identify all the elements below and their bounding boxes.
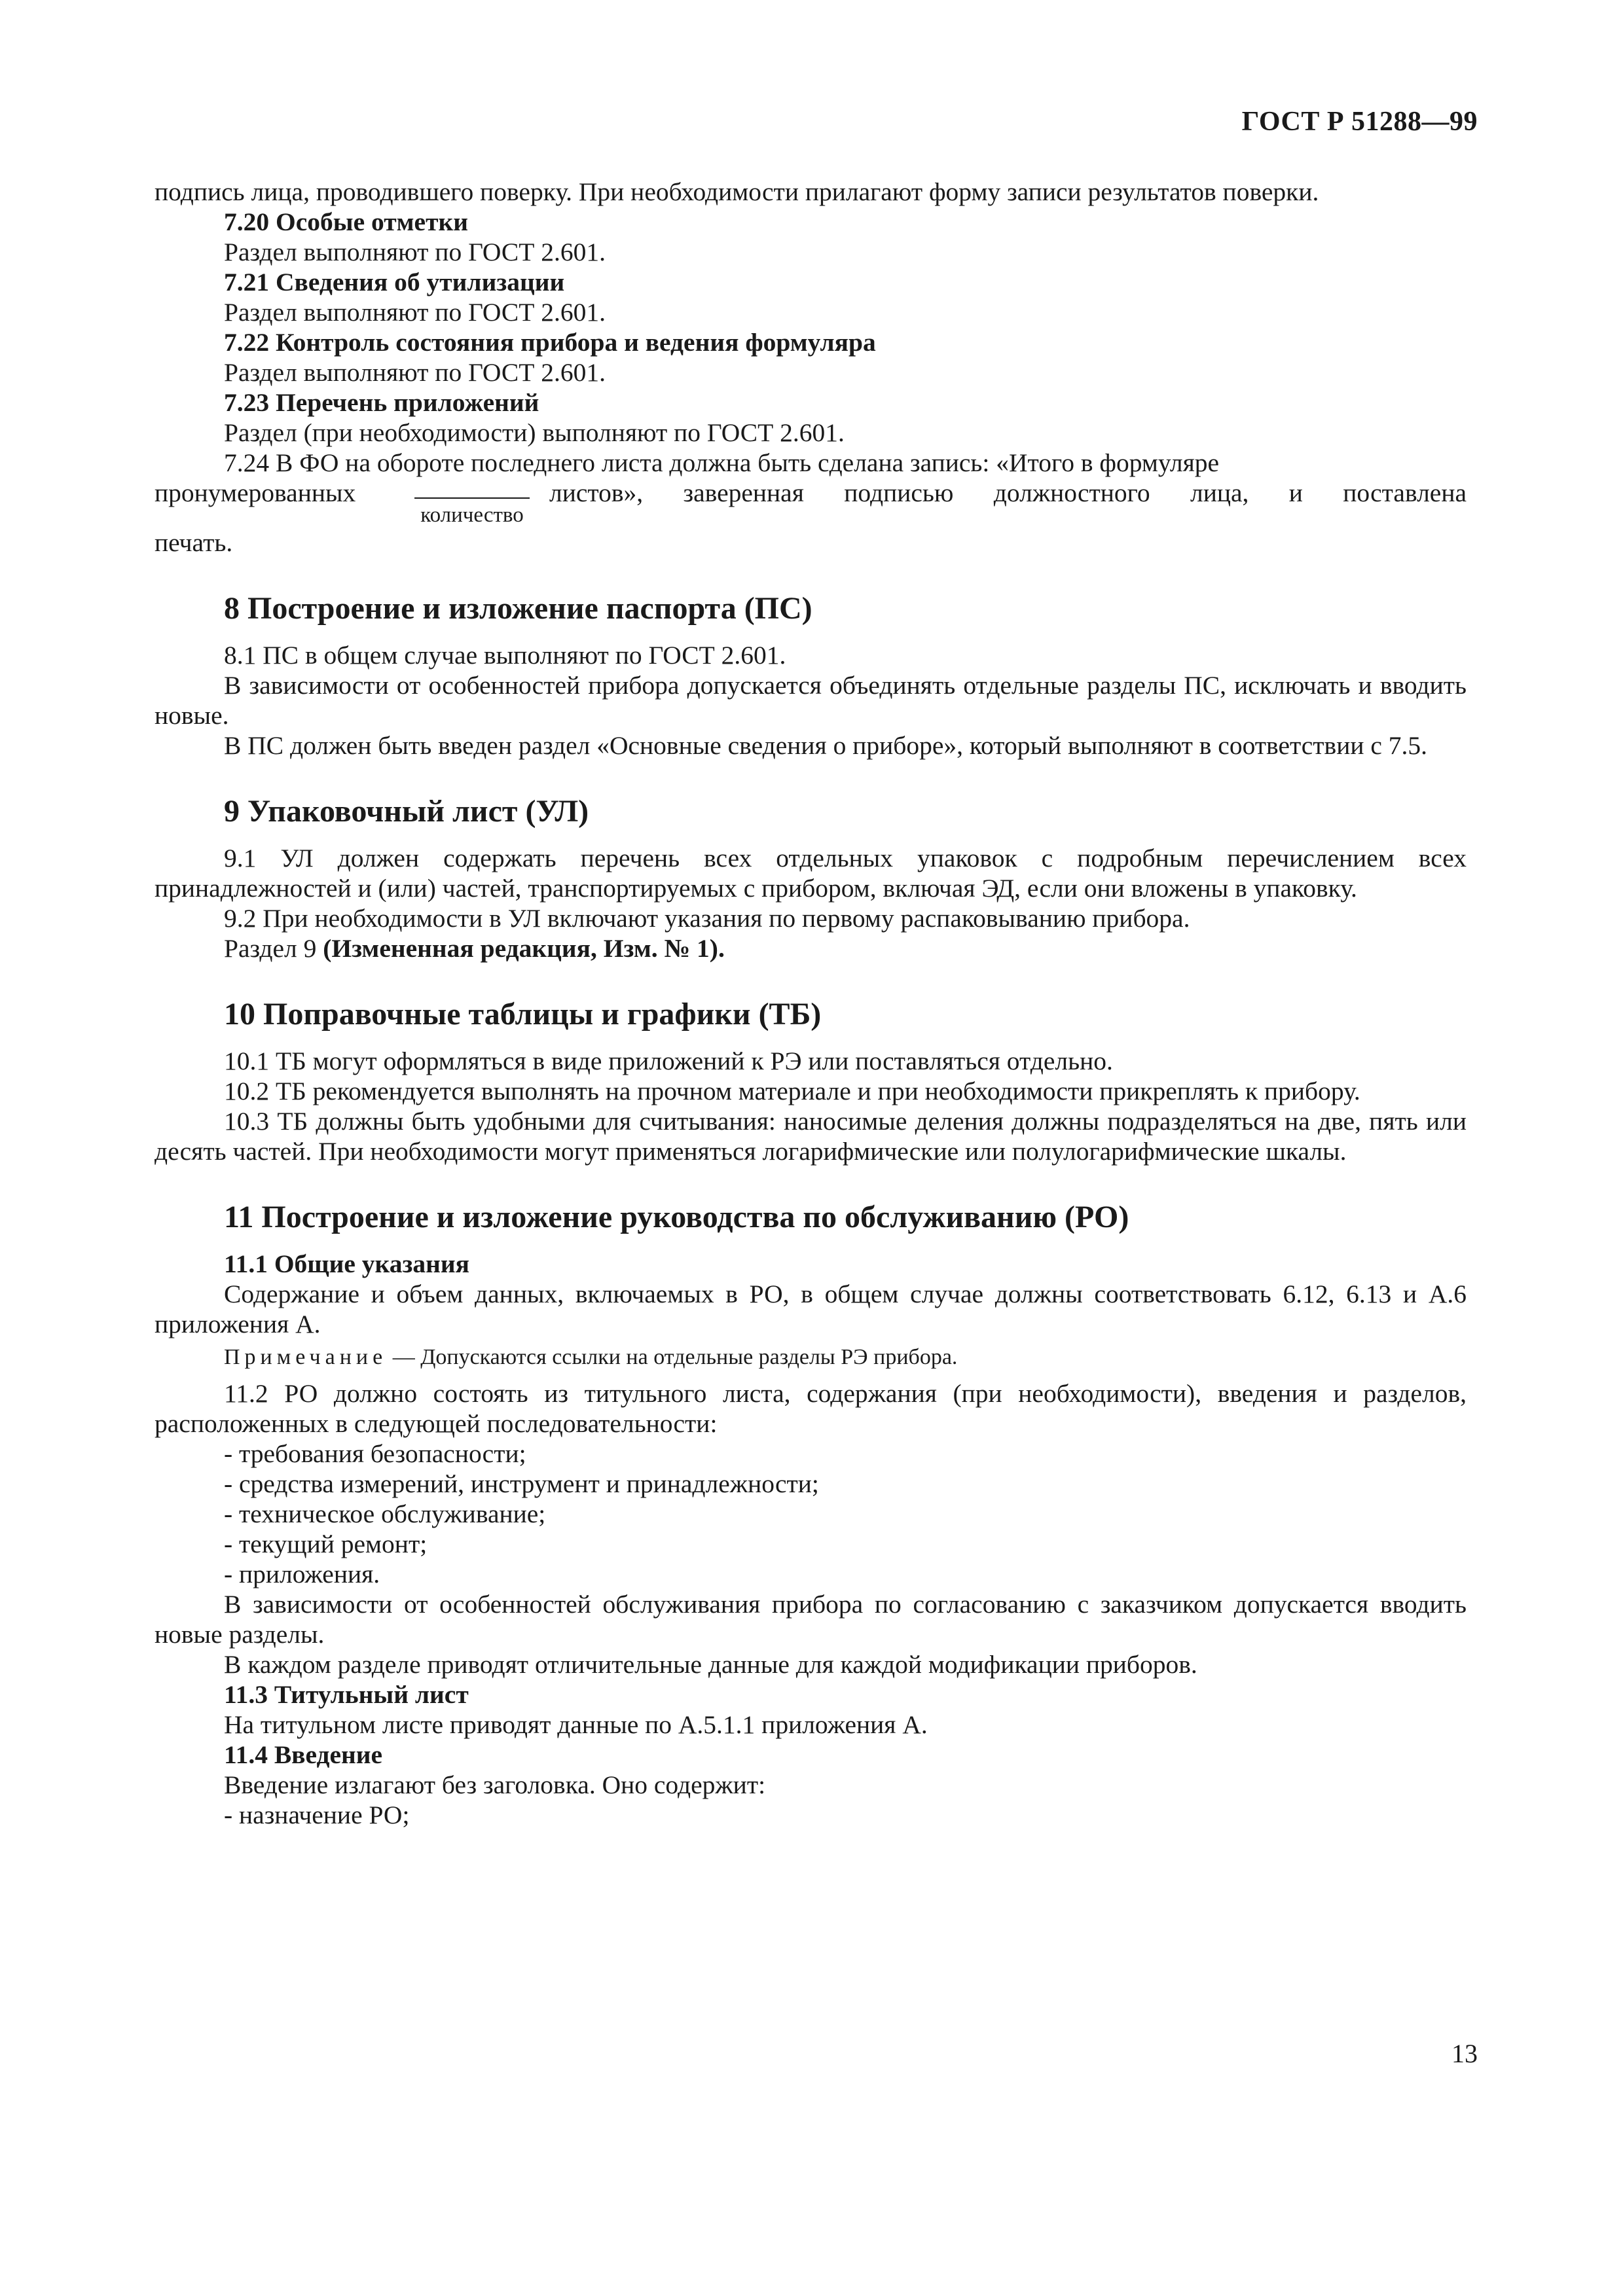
amendment-prefix: Раздел 9: [224, 934, 317, 963]
list-item: - текущий ремонт;: [224, 1530, 428, 1558]
paragraph-11-2-modifications: В каждом разделе приводят отличительные данные для каждой модификации приборов.: [224, 1650, 1197, 1679]
section-heading-10: 10 Поправочные таблицы и графики (ТБ): [224, 997, 822, 1031]
subheading-7-23: 7.23 Перечень приложений: [224, 388, 539, 417]
page-number: 13: [1451, 2039, 1478, 2068]
paragraph-10-3: 10.3 ТБ должны быть удобными для считывания: наносимые деления должны подразделяться на две, пять или десять частей. При необходимости могут применяться логарифмические или полулогарифмические шкалы.: [155, 1107, 1467, 1166]
blank-caption: количество: [420, 503, 524, 527]
paragraph-10-1: 10.1 ТБ могут оформляться в виде приложений к РЭ или поставляться отдельно.: [224, 1047, 1113, 1075]
paragraph-8-2: В зависимости от особенностей прибора допускается объединять отдельные разделы ПС, исключать и вводить новые.: [155, 671, 1467, 730]
paragraph-11-2: 11.2 РО должно состоять из титульного листа, содержания (при необходимости), введения и разделов, расположенных в следующей последовательности:: [155, 1379, 1467, 1438]
paragraph-8-3: В ПС должен быть введен раздел «Основные сведения о приборе», который выполняют в соответствии с 7.5.: [224, 731, 1428, 760]
paragraph-7-22: Раздел выполняют по ГОСТ 2.601.: [224, 358, 606, 387]
section-heading-9: 9 Упаковочный лист (УЛ): [224, 794, 589, 829]
subheading-11-1: 11.1 Общие указания: [224, 1249, 469, 1278]
paragraph-7-20: Раздел выполняют по ГОСТ 2.601.: [224, 238, 606, 266]
list-item: - средства измерений, инструмент и принадлежности;: [224, 1469, 819, 1498]
paragraph-11-1: Содержание и объем данных, включаемых в РО, в общем случае должны соответствовать 6.12, 6.13 и А.6 приложения А.: [155, 1280, 1467, 1338]
subheading-7-20: 7.20 Особые отметки: [224, 207, 468, 236]
paragraph-7-23: Раздел (при необходимости) выполняют по ГОСТ 2.601.: [224, 418, 845, 447]
amendment-note: (Измененная редакция, Изм. № 1).: [323, 934, 725, 963]
subheading-7-22: 7.22 Контроль состояния прибора и ведения формуляра: [224, 328, 876, 357]
paragraph-7-21: Раздел выполняют по ГОСТ 2.601.: [224, 298, 606, 327]
note: [155, 1343, 1467, 1372]
paragraph-10-2: 10.2 ТБ рекомендуется выполнять на прочном материале и при необходимости прикреплять к прибору.: [224, 1077, 1360, 1105]
paragraph-11-3: На титульном листе приводят данные по А.5.1.1 приложения А.: [224, 1710, 928, 1739]
blank-underline: [414, 478, 530, 499]
text-numbered: пронумерованных: [155, 478, 356, 507]
page-body: [155, 177, 1467, 1830]
subheading-11-3: 11.3 Титульный лист: [224, 1680, 469, 1709]
paragraph-7-24-line1: 7.24 В ФО на обороте последнего листа должна быть сделана запись: «Итого в формуляре: [224, 448, 1220, 477]
paragraph-9-1: 9.1 УЛ должен содержать перечень всех отдельных упаковок с подробным перечислением всех принадлежностей и (или) частей, транспортируемых с прибором, включая ЭД, если они вложены в упаковку.: [155, 844, 1467, 903]
paragraph-8-1: 8.1 ПС в общем случае выполняют по ГОСТ 2.601.: [224, 641, 786, 670]
text-sheets: листов», заверенная подписью должностного лица, и поставлена: [549, 478, 1467, 507]
fill-in-blank: [408, 478, 536, 528]
paragraph-9-amendment: [155, 933, 1467, 963]
subheading-7-21: 7.21 Сведения об утилизации: [224, 268, 565, 296]
paragraph-11-4: Введение излагают без заголовка. Оно содержит:: [224, 1770, 766, 1799]
section-heading-8: 8 Построение и изложение паспорта (ПС): [224, 591, 812, 626]
paragraph-7-19-continuation: подпись лица, проводившего поверку. При необходимости прилагают форму записи результатов поверки.: [155, 177, 1319, 206]
paragraph-7-24-end: печать.: [155, 528, 233, 557]
standard-number: ГОСТ Р 51288—99: [1241, 107, 1478, 137]
paragraph-9-2: 9.2 При необходимости в УЛ включают указания по первому распаковыванию прибора.: [224, 904, 1190, 933]
note-label: Примечание: [224, 1345, 388, 1369]
note-text: — Допускаются ссылки на отдельные разделы РЭ прибора.: [387, 1345, 958, 1369]
section-heading-11: 11 Построение и изложение руководства по обслуживанию (РО): [224, 1200, 1129, 1234]
subheading-11-4: 11.4 Введение: [224, 1740, 383, 1769]
list-item: - техническое обслуживание;: [224, 1499, 546, 1528]
list-item: - требования безопасности;: [224, 1439, 526, 1468]
paragraph-11-2-additional: В зависимости от особенностей обслуживания прибора по согласованию с заказчиком допускается вводить новые разделы.: [155, 1590, 1467, 1649]
list-item: - приложения.: [224, 1560, 380, 1588]
paragraph-7-24-fill-line: [155, 478, 1467, 528]
list-item: - назначение РО;: [224, 1801, 410, 1829]
